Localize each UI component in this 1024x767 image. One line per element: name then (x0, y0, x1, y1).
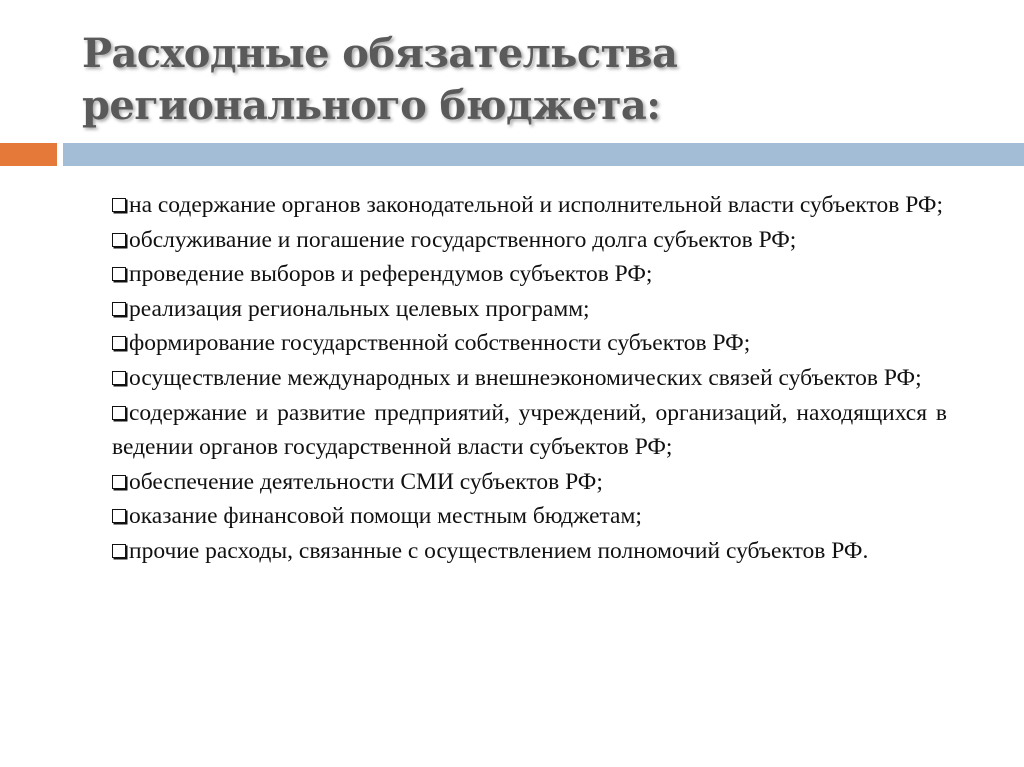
list-item (112, 499, 947, 534)
checkbox-bullet-icon (112, 198, 126, 212)
list-item-text: формирование государственной собственности субъектов РФ; (129, 330, 751, 357)
list-item-text: проведение выборов и референдумов субъектов РФ; (129, 261, 653, 288)
slide-title-line-1: Расходные обязательства (82, 30, 678, 77)
expense-obligations-list (112, 188, 947, 569)
list-item (112, 361, 947, 396)
list-item (112, 326, 947, 361)
checkbox-bullet-icon (112, 371, 126, 385)
accent-bar-orange (0, 143, 57, 166)
list-item-text: прочие расходы, связанные с осуществлением полномочий субъектов РФ. (129, 537, 869, 564)
checkbox-bullet-icon (112, 302, 126, 316)
list-item-text: содержание и развитие предприятий, учреждений, организаций, находящихся в ведении органов государственной власти субъектов РФ; (112, 399, 947, 461)
checkbox-bullet-icon (112, 475, 126, 489)
checkbox-bullet-icon (112, 336, 126, 350)
accent-bar-blue (63, 143, 1024, 166)
checkbox-bullet-icon (112, 267, 126, 281)
slide-title-line-2: регионального бюджета: (82, 82, 661, 129)
list-item (112, 257, 947, 292)
list-item (112, 534, 947, 569)
list-item-text: реализация региональных целевых программ; (129, 295, 590, 322)
checkbox-bullet-icon (112, 233, 126, 247)
checkbox-bullet-icon (112, 406, 126, 420)
list-item (112, 292, 947, 327)
list-item (112, 465, 947, 500)
list-item-text: обслуживание и погашение государственного долга субъектов РФ; (129, 226, 797, 253)
list-item (112, 396, 947, 465)
checkbox-bullet-icon (112, 509, 126, 523)
list-item-text: оказание финансовой помощи местным бюджетам; (129, 503, 642, 530)
checkbox-bullet-icon (112, 544, 126, 558)
list-item-text: обеспечение деятельности СМИ субъектов РФ; (129, 468, 603, 495)
list-item-text: осуществление международных и внешнеэкономических связей субъектов РФ; (129, 364, 922, 391)
slide-title (82, 28, 982, 132)
list-item (112, 223, 947, 258)
list-item (112, 188, 947, 223)
list-item-text: на содержание органов законодательной и исполнительной власти субъектов РФ; (129, 192, 943, 218)
